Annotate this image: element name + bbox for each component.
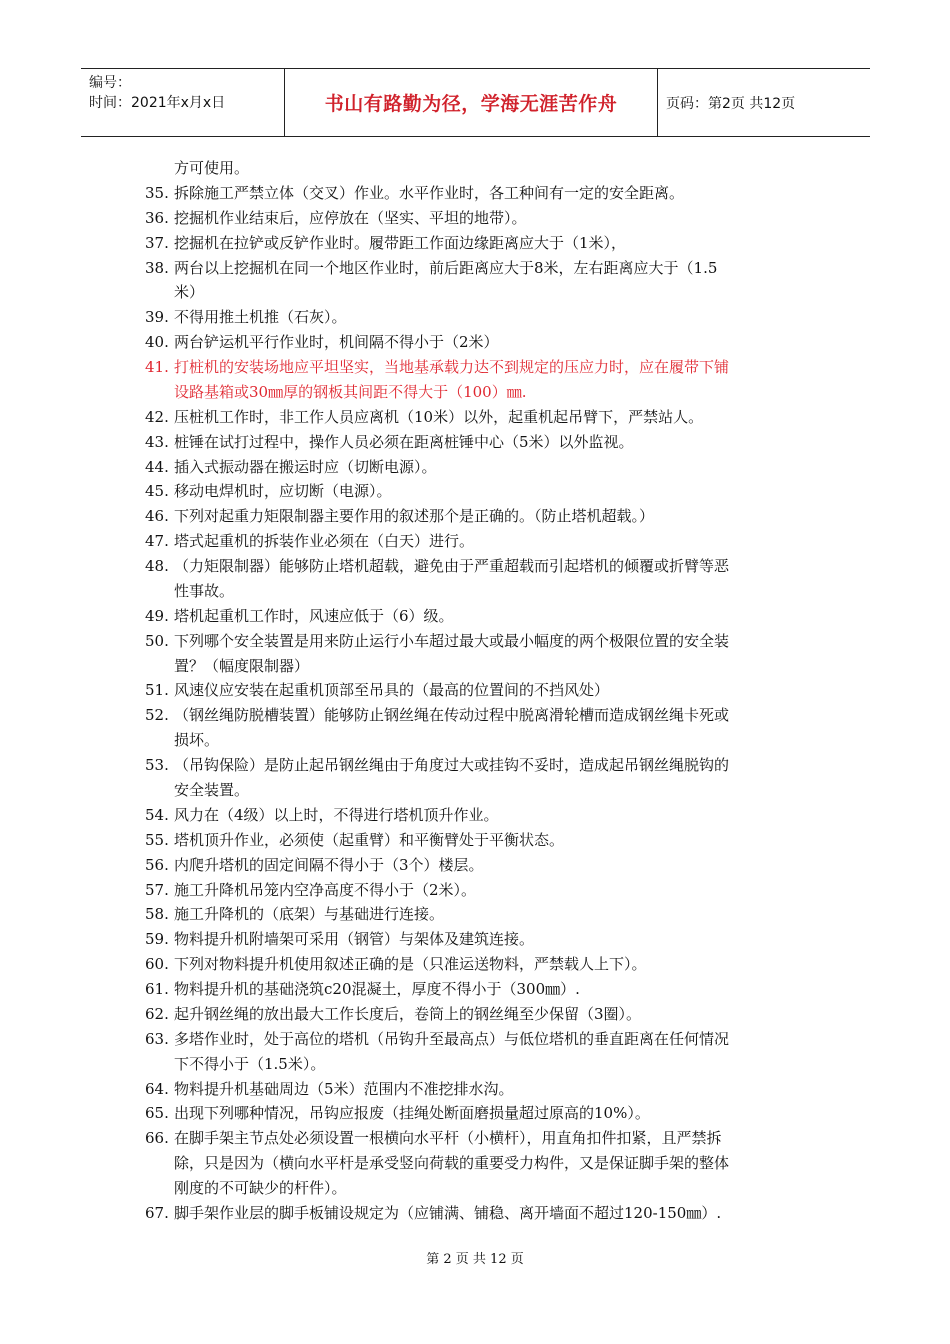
list-item: [0, 1054, 950, 1074]
item-text: 物料提升机基础周边（5米）范围内不准挖排水沟。: [174, 1079, 514, 1098]
list-item: [0, 407, 950, 427]
item-text: 方可使用。: [174, 159, 250, 177]
page-header: [81, 68, 870, 137]
item-text: 安全装置。: [174, 781, 250, 799]
item-number: 53.: [145, 756, 169, 775]
item-number: 50.: [145, 631, 169, 650]
item-number: 60.: [145, 955, 169, 974]
header-meta: [81, 69, 284, 136]
item-text: 塔机顶升作业，必须使（起重臂）和平衡臂处于平衡状态。: [174, 830, 565, 849]
item-number: 36.: [145, 208, 169, 227]
item-number: 64.: [145, 1079, 169, 1098]
list-item: [0, 830, 950, 850]
list-item: [0, 506, 950, 526]
item-number: 49.: [145, 606, 169, 625]
list-item: [0, 332, 950, 352]
item-text: 物料提升机的基础浇筑c20混凝土，厚度不得小于（300㎜）.: [174, 980, 580, 999]
list-item: [0, 1079, 950, 1099]
list-item: [0, 556, 950, 576]
list-item: [0, 1103, 950, 1123]
item-number: 37.: [145, 233, 169, 252]
list-item: [0, 1178, 950, 1198]
list-item: [0, 457, 950, 477]
item-text: 挖掘机作业结束后，应停放在（坚实、平坦的地带）。: [174, 208, 527, 227]
list-item: [0, 282, 950, 302]
list-item: [0, 705, 950, 725]
date-label: 时间：2021年x月x日: [89, 95, 226, 111]
list-item: [0, 158, 950, 178]
item-number: 45.: [145, 482, 169, 501]
list-item: [0, 382, 950, 402]
item-text: 刚度的不可缺少的杆件）。: [174, 1179, 347, 1198]
item-text: 拆除施工严禁立体（交叉）作业。水平作业时，各工种间有一定的安全距离。: [174, 183, 685, 202]
item-text: 起升钢丝绳的放出最大工作长度后，卷筒上的钢丝绳至少保留（3圈）。: [174, 1004, 642, 1023]
list-item: [0, 904, 950, 924]
item-text: （吊钩保险）是防止起吊钢丝绳由于角度过大或挂钩不妥时，造成起吊钢丝绳脱钩的: [174, 756, 730, 775]
list-item: [0, 1029, 950, 1049]
item-number: 41.: [145, 358, 169, 377]
item-number: 63.: [145, 1029, 169, 1048]
list-item: [0, 954, 950, 974]
item-text: 施工升降机的（底架）与基础进行连接。: [174, 905, 445, 924]
list-item: [0, 183, 950, 203]
item-number: 47.: [145, 532, 169, 551]
item-text: 压桩机工作时，非工作人员应离机（10米）以外，起重机起吊臂下，严禁站人。: [174, 407, 704, 426]
item-number: 35.: [145, 183, 169, 202]
item-text: 插入式振动器在搬运时应（切断电源）。: [174, 457, 437, 476]
item-text: 在脚手架主节点处必须设置一根横向水平杆（小横杆），用直角扣件扣紧，且严禁拆: [174, 1129, 722, 1148]
item-number: 46.: [145, 507, 169, 526]
item-text: 挖掘机在拉铲或反铲作业时。履带距工作面边缘距离应大于（1米），: [174, 233, 627, 252]
item-number: 39.: [145, 308, 169, 327]
item-number: 38.: [145, 258, 169, 277]
item-text: 打桩机的安装场地应平坦坚实，当地基承载力达不到规定的压应力时，应在履带下铺: [174, 358, 730, 377]
list-item: [0, 606, 950, 626]
item-text: 米）: [174, 283, 205, 302]
item-number: 62.: [145, 1004, 169, 1023]
page-footer: 第 2 页 共 12 页: [426, 1252, 524, 1267]
item-number: 44.: [145, 457, 169, 476]
item-text: 性事故。: [174, 581, 235, 600]
list-item: [0, 307, 950, 327]
serial-number-label: 编号：: [89, 75, 131, 91]
list-item: [0, 780, 950, 800]
list-item: [0, 880, 950, 900]
item-text: 脚手架作业层的脚手板铺设规定为（应铺满、铺稳、离开墙面不超过120-150㎜）.: [174, 1203, 722, 1222]
list-item: [0, 929, 950, 949]
list-item: [0, 357, 950, 377]
item-text: 塔机起重机工作时，风速应低于（6）级。: [174, 606, 454, 625]
item-text: （力矩限制器）能够防止塔机超载，避免由于严重超载而引起塔机的倾覆或折臂等恶: [174, 557, 730, 576]
list-item: [0, 481, 950, 501]
list-item: [0, 432, 950, 452]
list-item: [0, 730, 950, 750]
item-text: 物料提升机附墙架可采用（钢管）与架体及建筑连接。: [174, 930, 535, 949]
list-item: [0, 979, 950, 999]
list-item: [0, 1153, 950, 1173]
item-number: 54.: [145, 805, 169, 824]
item-number: 58.: [145, 905, 169, 924]
item-text: 除，只是因为（横向水平杆是承受竖向荷载的重要受力构件，又是保证脚手架的整体: [174, 1154, 730, 1173]
item-number: 67.: [145, 1203, 169, 1222]
item-text: 损坏。: [174, 731, 220, 750]
item-text: 下不得小于（1.5米）。: [174, 1054, 326, 1073]
list-item: [0, 1128, 950, 1148]
list-item: [0, 581, 950, 601]
item-number: 42.: [145, 407, 169, 426]
item-text: 设路基箱或30㎜厚的钢板其间距不得大于（100）㎜.: [174, 382, 527, 401]
list-item: [0, 656, 950, 676]
item-number: 56.: [145, 855, 169, 874]
item-number: 43.: [145, 432, 169, 451]
item-text: 下列哪个安全装置是用来防止运行小车超过最大或最小幅度的两个极限位置的安全装: [174, 631, 730, 650]
item-number: 52.: [145, 706, 169, 725]
item-text: 下列对起重力矩限制器主要作用的叙述那个是正确的。（防止塔机超载。）: [174, 507, 655, 526]
item-text: 两台铲运机平行作业时，机间隔不得小于（2米）: [174, 333, 499, 352]
item-number: 55.: [145, 830, 169, 849]
item-number: 57.: [145, 880, 169, 899]
item-text: 不得用推土机推（石灰）。: [174, 308, 347, 327]
item-number: 59.: [145, 930, 169, 949]
item-text: （钢丝绳防脱槽装置）能够防止钢丝绳在传动过程中脱离滑轮槽而造成钢丝绳卡死或: [174, 706, 730, 725]
list-item: [0, 1203, 950, 1223]
header-page-info: 页码：第2页 共12页: [666, 95, 796, 112]
header-motto: 书山有路勤为径，学海无涯苦作舟: [284, 69, 658, 136]
item-number: 40.: [145, 333, 169, 352]
list-item: [0, 233, 950, 253]
item-text: 风力在（4级）以上时，不得进行塔机顶升作业。: [174, 805, 499, 824]
item-number: 66.: [145, 1129, 169, 1148]
item-text: 内爬升塔机的固定间隔不得小于（3个）楼层。: [174, 855, 484, 874]
item-text: 两台以上挖掘机在同一个地区作业时，前后距离应大于8米，左右距离应大于（1.5: [174, 258, 718, 277]
list-item: [0, 855, 950, 875]
item-text: 出现下列哪种情况，吊钩应报废（挂绳处断面磨损量超过原高的10%）。: [174, 1104, 650, 1123]
list-item: [0, 805, 950, 825]
list-item: [0, 258, 950, 278]
item-text: 移动电焊机时，应切断（电源）。: [174, 482, 392, 501]
item-number: 61.: [145, 980, 169, 999]
item-number: 51.: [145, 681, 169, 700]
list-item: [0, 631, 950, 651]
list-item: [0, 680, 950, 700]
item-text: 塔式起重机的拆装作业必须在（白天）进行。: [174, 532, 475, 551]
list-item: [0, 531, 950, 551]
list-item: [0, 208, 950, 228]
item-number: 65.: [145, 1104, 169, 1123]
item-text: 风速仪应安装在起重机顶部至吊具的（最高的位置间的不挡风处）: [174, 681, 610, 700]
list-item: [0, 1004, 950, 1024]
item-text: 下列对物料提升机使用叙述正确的是（只准运送物料，严禁载人上下）。: [174, 955, 647, 974]
item-text: 施工升降机吊笼内空净高度不得小于（2米）。: [174, 880, 477, 899]
item-text: 置？（幅度限制器）: [174, 656, 310, 675]
item-text: 多塔作业时，处于高位的塔机（吊钩升至最高点）与低位塔机的垂直距离在任何情况: [174, 1029, 730, 1048]
item-text: 桩锤在试打过程中，操作人员必须在距离桩锤中心（5米）以外监视。: [174, 432, 634, 451]
list-item: [0, 755, 950, 775]
item-number: 48.: [145, 557, 169, 576]
